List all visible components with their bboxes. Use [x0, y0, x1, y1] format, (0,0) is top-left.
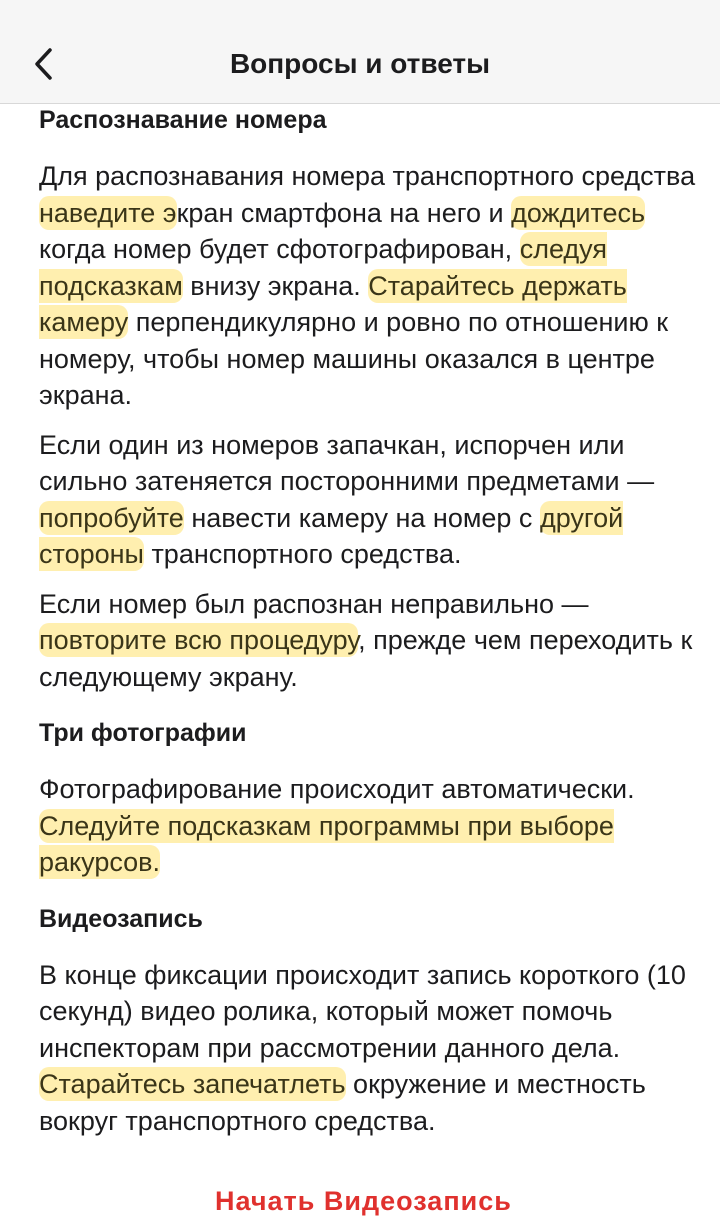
- plate-paragraph-2: Если один из номеров запачкан, испорчен или сильно затеняется посторонними предметами — попробуйте навести камеру на номер с другой стороны транспортного средства.: [39, 429, 655, 569]
- photos-paragraph: Фотографирование происходит автоматически. Следуйте подсказкам программы при выборе ракурсов.: [39, 774, 635, 877]
- start-video-button[interactable]: Начать Видеозапись: [215, 1186, 512, 1216]
- navigation-bar: [0, 0, 720, 104]
- plate-paragraph-3: Если номер был распознан неправильно — повторите всю процедуру, прежде чем переходить к следующему экрану.: [39, 588, 693, 692]
- faq-content: [39, 104, 699, 1139]
- video-paragraph: В конце фиксации происходит запись короткого (10 секунд) видео ролика, который может помочь инспекторам при рассмотрении данного дела. Старайтесь запечатлеть окружение и местность вокруг транспортного средства.: [39, 959, 686, 1136]
- highlight: наведите э: [39, 197, 177, 228]
- highlight: Старайтесь держать камеру: [39, 270, 627, 337]
- highlight: следуя подсказкам: [39, 234, 607, 301]
- plate-paragraph-1: Для распознавания номера транспортного средства наведите экран смартфона на него и дождитесь когда номер будет сфотографирован, следуя подсказкам внизу экрана. Старайтесь держать камеру перпендикулярно и ровно по отношению к номеру, чтобы номер машины оказался в центре экрана.: [39, 161, 696, 410]
- highlight: другой стороны: [39, 502, 624, 569]
- highlight: дождитесь: [511, 197, 646, 228]
- highlight: повторите всю процедуру: [39, 625, 359, 655]
- page-title: Вопросы и ответы: [229, 48, 491, 79]
- highlight: Старайтесь запечатлеть: [39, 1069, 346, 1099]
- section-heading-photos: Три фотографии: [39, 719, 247, 747]
- section-heading-video: Видеозапись: [39, 904, 203, 933]
- highlight: Следуйте подсказкам программы при выборе ракурсов.: [39, 810, 614, 877]
- section-heading-plate: Распознавание номера: [39, 106, 327, 134]
- highlight: попробуйте: [39, 502, 184, 533]
